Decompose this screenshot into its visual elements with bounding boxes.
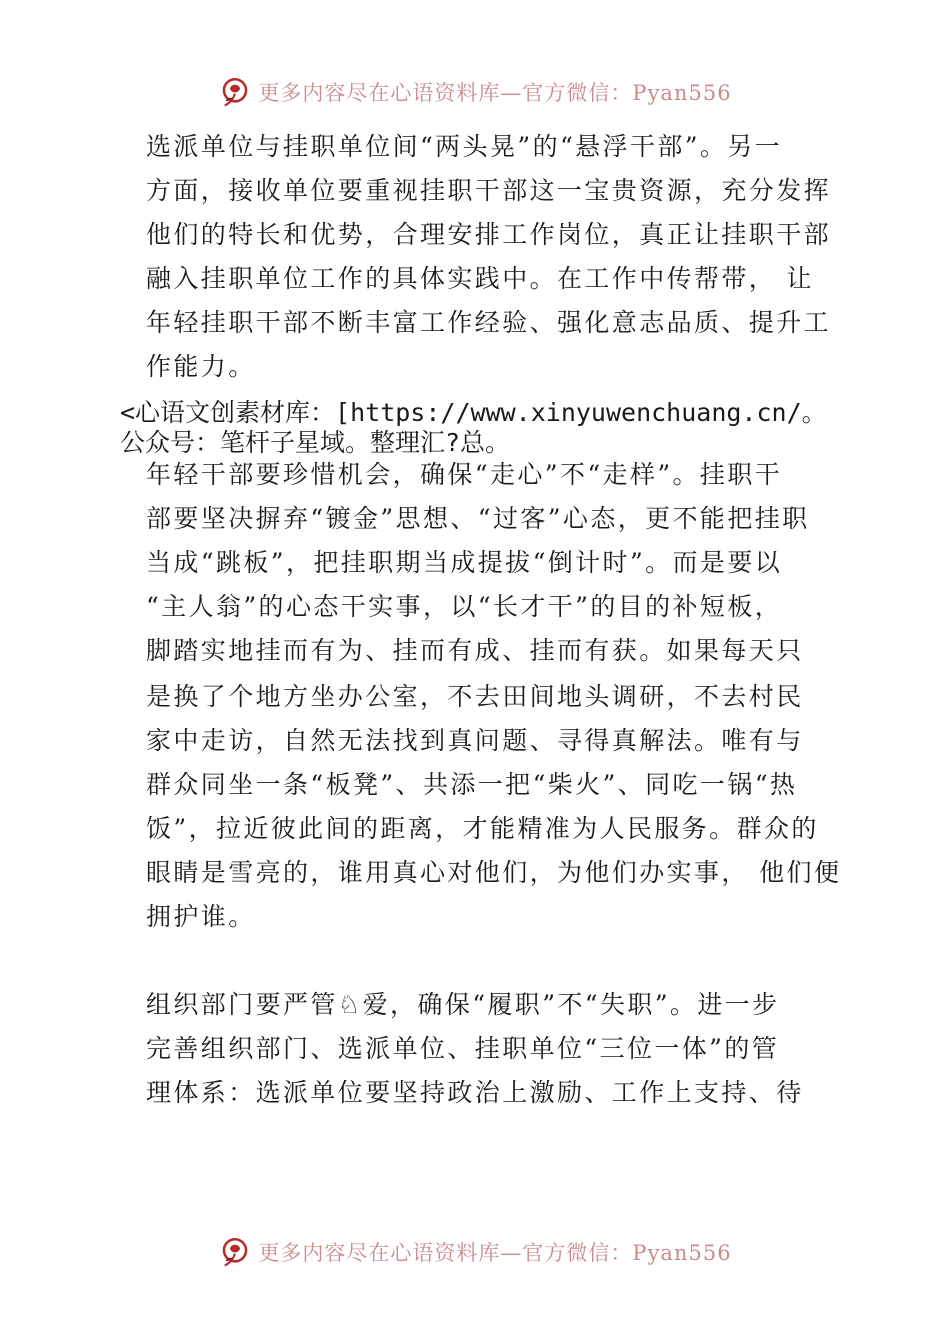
paragraph-line: 部要坚决摒弃“镀金”思想、“过客”心态，更不能把挂职 [146, 504, 810, 533]
rose-logo-icon [218, 75, 252, 109]
footer-banner-text: 更多内容尽在心语资料库—官方微信：Pyan556 [258, 1241, 732, 1265]
paragraph-line: 理体系：选派单位要坚持政治上激励、工作上支持、待 [146, 1078, 804, 1107]
rose-logo-icon [218, 1235, 252, 1269]
paragraph-line: 年轻干部要珍惜机会，确保“走心”不“走样”。挂职干 [146, 460, 783, 489]
paragraph-line: 家中走访，自然无法找到真问题、寻得真解法。唯有与 [146, 726, 804, 755]
paragraph-line: 方面，接收单位要重视挂职干部这一宝贵资源，充分发挥 [146, 176, 832, 205]
paragraph-line: 选派单位与挂职单位间“两头晃”的“悬浮干部”。另一 [146, 132, 783, 161]
header-banner [0, 72, 950, 112]
paragraph-line: 完善组织部门、选派单位、挂职单位“三位一体”的管 [146, 1034, 780, 1063]
paragraph-line: 融入挂职单位工作的具体实践中。在工作中传帮带， 让 [146, 264, 814, 293]
paragraph-line: 组织部门要严管♘爱，确保“履职”不“失职”。进一步 [146, 990, 780, 1019]
paragraph-line: 眼睛是雪亮的，谁用真心对他们，为他们办实事， 他们便 [146, 858, 842, 887]
paragraph-line: “主人翁”的心态干实事，以“长才干”的目的补短板， [146, 592, 783, 621]
paragraph-line: 脚踏实地挂而有为、挂而有成、挂而有获。如果每天只 [146, 636, 804, 665]
paragraph-line: 他们的特长和优势，合理安排工作岗位，真正让挂职干部 [146, 220, 832, 249]
source-note-line: 公众号：笔杆子星域。整理汇?总。 [120, 428, 511, 457]
header-banner-text: 更多内容尽在心语资料库—官方微信：Pyan556 [258, 81, 732, 105]
paragraph-line: 拥护谁。 [146, 902, 256, 931]
paragraph-line: 当成“跳板”，把挂职期当成提拔“倒计时”。而是要以 [146, 548, 783, 577]
paragraph-line: 群众同坐一条“板凳”、共添一把“柴火”、同吃一锅“热 [146, 770, 798, 799]
paragraph-line: 作能力。 [146, 352, 256, 381]
paragraph-line: 是换了个地方坐办公室，不去田间地头调研，不去村民 [146, 682, 804, 711]
footer-banner [0, 1232, 950, 1272]
paragraph-line: 年轻挂职干部不断丰富工作经验、强化意志品质、提升工 [146, 308, 832, 337]
paragraph-line: 饭”，拉近彼此间的距离，才能精准为人民服务。群众的 [146, 814, 819, 843]
source-note-line: <心语文创素材库：[https://www.xinyuwenchuang.cn/。 [120, 398, 827, 427]
